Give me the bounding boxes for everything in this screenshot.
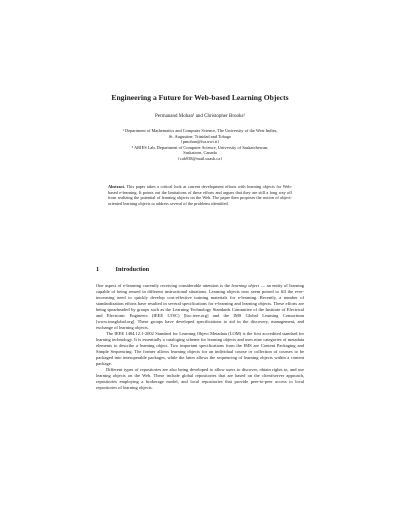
abstract-text: This paper takes a critical look at current development efforts with learning objects for Web-based e-learning. It points out the limitations of these efforts and argues that they are still a long way off from realizing the potential of learning objects on the Web. The paper then proposes the notion of object-oriented learning objects to address several of the problems identified. [108,184,293,206]
emphasized-term: learning object [231,283,260,288]
section-title: Introduction [115,266,150,273]
affiliation-line: ¹ Department of Mathematics and Computer Science, The University of the West Indies, [122,128,278,133]
abstract [108,184,292,206]
affiliation-email: {pmohan@fsa.uwi.tt} [180,139,220,145]
affiliation-line: ² ARIES Lab, Department of Computer Science, University of Saskatchewan, [131,144,269,150]
affiliation-line: St. Augustine, Trinidad and Tobago [168,133,232,139]
affiliation-line: Saskatoon, Canada [183,150,217,156]
paper-title: Engineering a Future for Web-based Learning Objects [111,93,289,102]
section-number: 1 [96,266,100,273]
abstract-label: Abstract. [108,184,126,189]
affiliation-email: {cab938@mail.usask.ca} [177,155,223,161]
body-paragraph [96,283,304,331]
paragraph-text: — an entity of learning capable of being reused in different instructional situations. Learning objects now seem poised to fill the ever-increasing need to quickly develop cost-effective training materials for e-learning. Recently, a number of standardization efforts have resulted in several specifications for e-learning and learning objects. These efforts are being spearheaded by groups such as the Learning Technology Standards Committee of the Institute of Electrical and Electronic Engineers (IEEE LTSC) [ltsc.ieee.org] and the IMS Global Learning Consortium [www.imsglobal.org]. These groups have developed specifications to aid in the discovery, management, and exchange of learning objects. [96,283,304,330]
paragraph-text: One aspect of e-learning currently receiving considerable attention is the [96,283,232,288]
section-body [96,283,304,391]
affiliations [95,128,305,162]
paper-authors: Permanand Mohan¹ and Christopher Brooks² [155,114,245,119]
section-heading [96,266,149,273]
body-paragraph: Different types of repositories are also being developed to allow users to discover, obtain rights to, and use learning objects on the Web. These include global repositories that are based on the client/server approach, repositories employing a brokerage model, and local repositories that provide peer-to-peer access to local repositories of learning objects. [96,367,304,390]
body-paragraph: The IEEE 1484.12.1-2002 Standard for Learning Object Metadata (LOM) is the first accredited standard for learning technology. It is essentially a cataloging scheme for learning objects and uses nine categories of metadata elements to describe a learning object. Two important specifications from the IMS are Content Packaging and Simple Sequencing. The former allows learning objects for an individual course or collection of courses to be packaged into interoperable packages, while the latter allows the sequencing of learning objects within a content package. [96,331,304,366]
